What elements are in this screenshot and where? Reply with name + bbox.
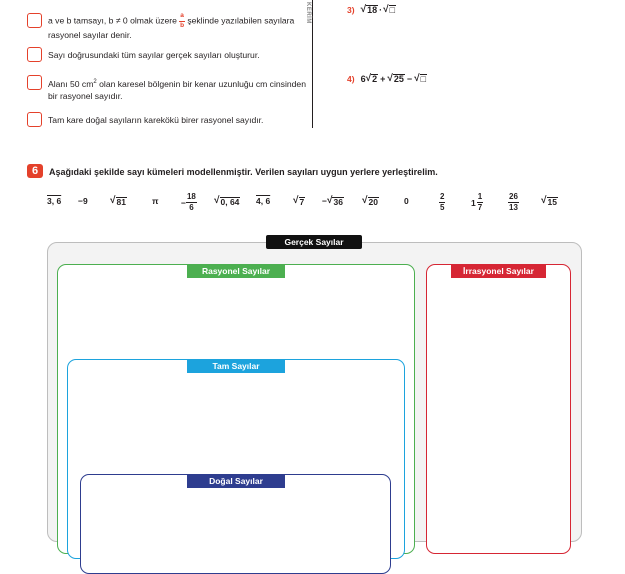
- column-divider: [312, 0, 313, 128]
- option-4: 4) 6 √ 2 + √ 25 − √ □: [347, 73, 427, 84]
- number-3-6: 3, 6: [47, 196, 62, 206]
- number-sqrt-15: √ 15: [541, 195, 557, 207]
- integers-label: Tam Sayılar: [187, 359, 285, 373]
- statement-2-checkbox[interactable]: [27, 47, 42, 62]
- statement-4: Tam kare doğal sayıların karekökü birer rasyonel sayıdır.: [48, 115, 264, 125]
- number-26-over-13: $\frac{26}{13}$: [509, 192, 518, 212]
- natural-numbers-set[interactable]: [80, 474, 391, 574]
- statement-3-checkbox[interactable]: [27, 75, 42, 90]
- statement-3: Alanı 50 $cm^2$ olan karesel bölgenin bir kenar uzunluğu cm cinsinden bir rasyonel sayıdır.: [48, 78, 306, 102]
- number-sqrt-0-64: √ 0, 64: [214, 195, 240, 207]
- number-sqrt-20: √ 20: [362, 195, 378, 207]
- question-number-badge: 6: [27, 164, 43, 178]
- number-minus-18-over-6: − $\frac{18}{6}$: [181, 192, 196, 212]
- number-2-over-5: $\frac{2}{5}$: [440, 192, 445, 212]
- irrational-numbers-set[interactable]: [426, 264, 571, 554]
- irrational-numbers-label: İrrasyonel Sayılar: [451, 264, 546, 278]
- number-pi: π: [152, 196, 159, 206]
- number-zero: 0: [404, 196, 409, 206]
- rational-numbers-label: Rasyonel Sayılar: [187, 264, 285, 278]
- option-3: 3) √ 18 · √ □: [347, 4, 396, 15]
- number-1-1-over-7: 1 $\frac{1}{7}$: [471, 192, 483, 212]
- side-label: KERİM: [305, 2, 311, 24]
- statement-1-checkbox[interactable]: [27, 13, 42, 28]
- a-over-b-fraction: $\frac{a}{b}$: [180, 12, 185, 29]
- statement-4-checkbox[interactable]: [27, 112, 42, 127]
- number-sqrt-7: √ 7: [293, 195, 305, 207]
- statement-2: Sayı doğrusundaki tüm sayılar gerçek sayıları oluşturur.: [48, 50, 260, 60]
- natural-numbers-label: Doğal Sayılar: [187, 474, 285, 488]
- number-minus-9: −9: [78, 196, 88, 206]
- statement-1: a ve b tamsayı, b ≠ 0 olmak üzere $\frac{a}{b}$ şeklinde yazılabilen sayılara rasyonel sayılar denir.: [48, 12, 295, 40]
- real-numbers-label: Gerçek Sayılar: [266, 235, 362, 249]
- number-sqrt-81: √ 81: [110, 195, 126, 207]
- question-text: Aşağıdaki şekilde sayı kümeleri modellenmiştir. Verilen sayıları uygun yerlere yerleştirelim.: [49, 167, 438, 177]
- number-4-6: 4, 6: [256, 196, 271, 206]
- number-minus-sqrt-36: − √ 36: [322, 195, 343, 207]
